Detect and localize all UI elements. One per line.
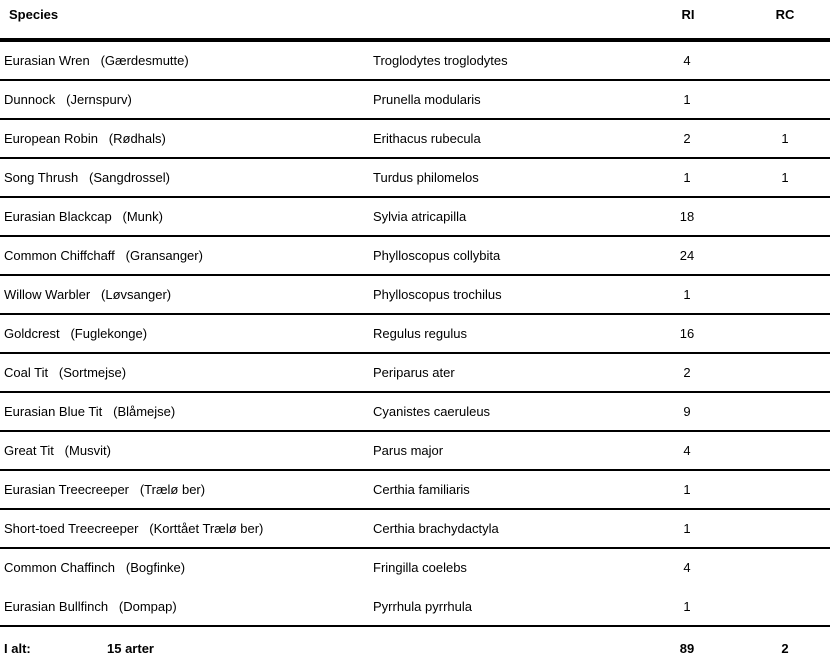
ri-value: 18: [679, 209, 695, 224]
header-rc: RC: [775, 7, 795, 22]
table-row: [0, 393, 830, 432]
table-body: [0, 42, 830, 627]
species-name: Dunnock (Jernspurv): [4, 92, 132, 107]
ri-value: 1: [683, 482, 691, 497]
table-row: [0, 81, 830, 120]
species-name: Short-toed Treecreeper (Korttået Trælø ber): [4, 521, 264, 536]
scientific-name: Sylvia atricapilla: [373, 209, 467, 224]
rc-value: 1: [781, 170, 789, 185]
table-row: [0, 510, 830, 549]
table-row: [0, 42, 830, 81]
scientific-name: Parus major: [373, 443, 444, 458]
scientific-name: Prunella modularis: [373, 92, 481, 107]
ri-value: 2: [683, 365, 691, 380]
species-name: Song Thrush (Sangdrossel): [4, 170, 170, 185]
scientific-name: Phylloscopus trochilus: [373, 287, 502, 302]
scientific-name: Turdus philomelos: [373, 170, 479, 185]
scientific-name: Fringilla coelebs: [373, 560, 467, 575]
species-name: Eurasian Bullfinch (Dompap): [4, 599, 177, 614]
total-row: [0, 632, 830, 662]
table-row: [0, 588, 830, 627]
species-name: Great Tit (Musvit): [4, 443, 111, 458]
table-row: [0, 432, 830, 471]
table-row: [0, 120, 830, 159]
species-name: Eurasian Blue Tit (Blåmejse): [4, 404, 176, 419]
species-name: Goldcrest (Fuglekonge): [4, 326, 148, 341]
ri-value: 1: [683, 170, 691, 185]
table-row: [0, 354, 830, 393]
scientific-name: Pyrrhula pyrrhula: [373, 599, 472, 614]
table-header: [0, 0, 830, 38]
table-row: [0, 237, 830, 276]
ri-value: 4: [683, 443, 691, 458]
ri-value: 4: [683, 560, 691, 575]
total-species-count: 15 arter: [107, 641, 154, 656]
species-name: Common Chiffchaff (Gransanger): [4, 248, 203, 263]
ri-value: 2: [683, 131, 691, 146]
ri-value: 24: [679, 248, 695, 263]
ri-value: 9: [683, 404, 691, 419]
rc-value: 1: [781, 131, 789, 146]
header-ri: RI: [681, 7, 695, 22]
ri-value: 16: [679, 326, 695, 341]
table-row: [0, 315, 830, 354]
scientific-name: Cyanistes caeruleus: [373, 404, 491, 419]
scientific-name: Certhia familiaris: [373, 482, 470, 497]
scientific-name: Troglodytes troglodytes: [373, 53, 508, 68]
table-row: [0, 276, 830, 315]
total-ri: 89: [679, 641, 695, 656]
header-species: Species: [9, 7, 59, 22]
species-name: Common Chaffinch (Bogfinke): [4, 560, 186, 575]
species-name: Eurasian Wren (Gærdesmutte): [4, 53, 189, 68]
scientific-name: Regulus regulus: [373, 326, 467, 341]
ri-value: 1: [683, 92, 691, 107]
table-row: [0, 471, 830, 510]
species-name: Coal Tit (Sortmejse): [4, 365, 127, 380]
scientific-name: Phylloscopus collybita: [373, 248, 501, 263]
ri-value: 1: [683, 287, 691, 302]
species-name: Willow Warbler (Løvsanger): [4, 287, 172, 302]
total-rc: 2: [781, 641, 789, 656]
scientific-name: Certhia brachydactyla: [373, 521, 499, 536]
ri-value: 1: [683, 521, 691, 536]
total-label: I alt:: [4, 641, 31, 656]
species-name: Eurasian Treecreeper (Trælø ber): [4, 482, 206, 497]
table-row: [0, 198, 830, 237]
scientific-name: Erithacus rubecula: [373, 131, 481, 146]
species-name: European Robin (Rødhals): [4, 131, 166, 146]
scientific-name: Periparus ater: [373, 365, 455, 380]
species-name: Eurasian Blackcap (Munk): [4, 209, 163, 224]
table-row: [0, 159, 830, 198]
ri-value: 1: [683, 599, 691, 614]
table-row: [0, 549, 830, 588]
ri-value: 4: [683, 53, 691, 68]
